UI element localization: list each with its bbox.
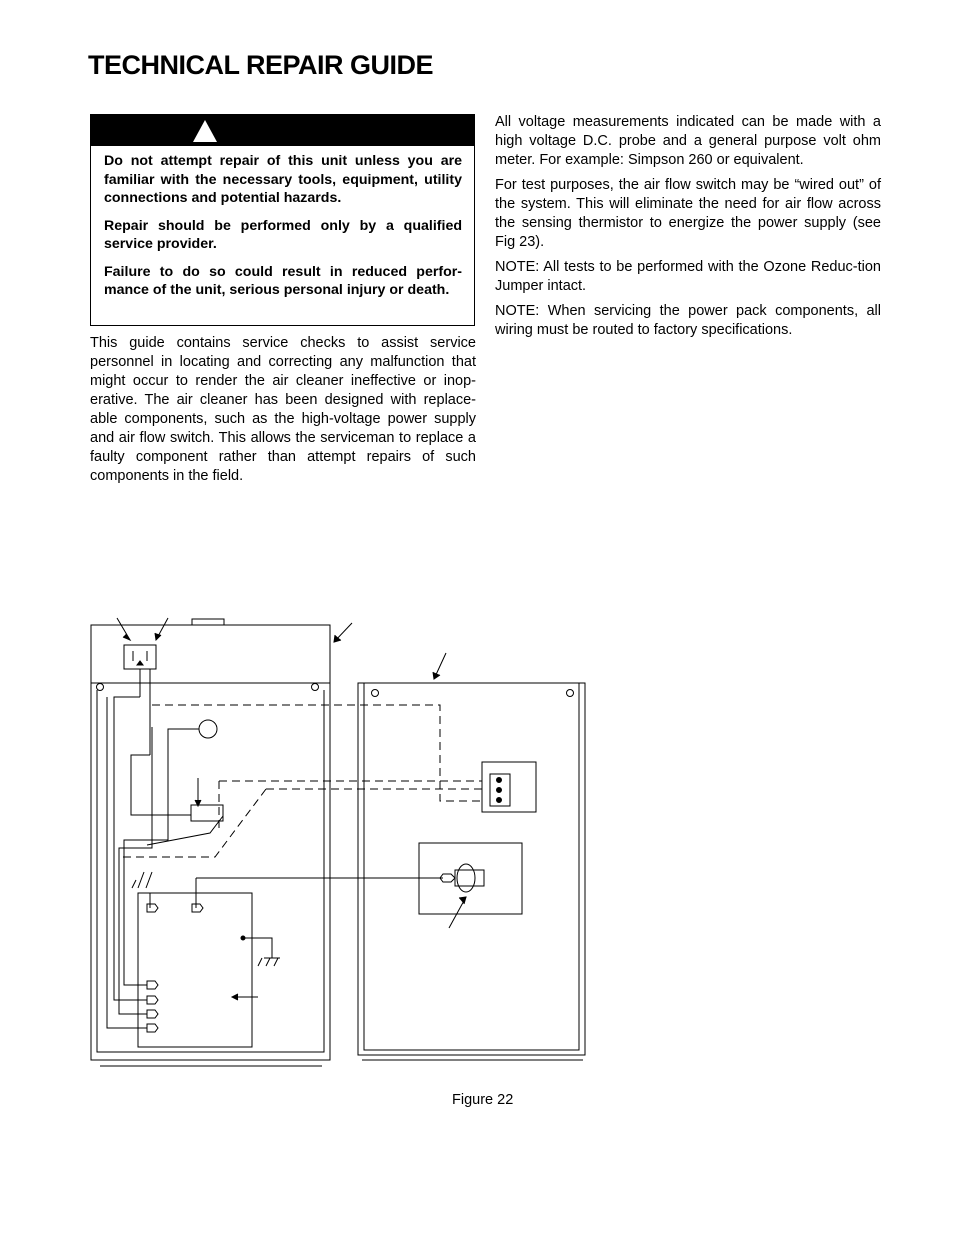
figure-caption: Figure 22 bbox=[452, 1092, 514, 1108]
body-paragraph: For test purposes, the air flow switch may be “wired out” of the system. This will eliminate the need for air flow across the sensing thermistor to energize the power supply (see Fig 23). bbox=[495, 177, 881, 250]
power-supply-terminals bbox=[147, 904, 203, 1032]
warning-paragraph: Do not attempt repair of this unit unless you are familiar with the necessary tools, equipment, utility connections and potential hazards. bbox=[104, 153, 462, 206]
page-title: TECHNICAL REPAIR GUIDE bbox=[88, 50, 434, 80]
airflow-switch bbox=[191, 805, 223, 821]
air-cleaner-housing bbox=[91, 619, 330, 1066]
wiring-diagram bbox=[80, 605, 600, 1075]
note-paragraph: NOTE: All tests to be performed with the Ozone Reduc-tion Jumper intact. bbox=[495, 259, 881, 294]
power-receptacle bbox=[124, 645, 156, 755]
warning-paragraph: Failure to do so could result in reduced perfor-mance of the unit, serious personal injury or death. bbox=[104, 263, 462, 298]
thermistor-sensor bbox=[199, 720, 217, 738]
right-column bbox=[495, 113, 881, 346]
warning-paragraph: Repair should be performed only by a qualified service provider. bbox=[104, 217, 462, 252]
warning-body bbox=[91, 146, 474, 300]
note-paragraph: NOTE: When servicing the power pack components, all wiring must be routed to factory specifications. bbox=[495, 303, 881, 338]
left-column bbox=[90, 334, 476, 492]
warning-triangle-icon bbox=[193, 120, 217, 142]
intro-paragraph: This guide contains service checks to assist service personnel in locating and correcting any malfunction that might occur to render the air cleaner ineffective or inop-erative. The air cleaner has been designed with replace-able components, such as the high-voltage power supply and air flow switch. This allows the serviceman to replace a faulty component rather than attempt repairs of such components in the field. bbox=[90, 335, 476, 484]
warning-header-bar bbox=[91, 115, 474, 146]
warning-box bbox=[90, 114, 475, 326]
callout-arrows bbox=[117, 618, 466, 1000]
door-panel bbox=[358, 683, 585, 1060]
body-paragraph: All voltage measurements indicated can be made with a high voltage D.C. probe and a general purpose volt ohm meter. For example: Simpson 260 or equivalent. bbox=[495, 114, 881, 168]
wiring-dashed bbox=[119, 705, 482, 857]
wiring-solid bbox=[107, 697, 443, 1047]
